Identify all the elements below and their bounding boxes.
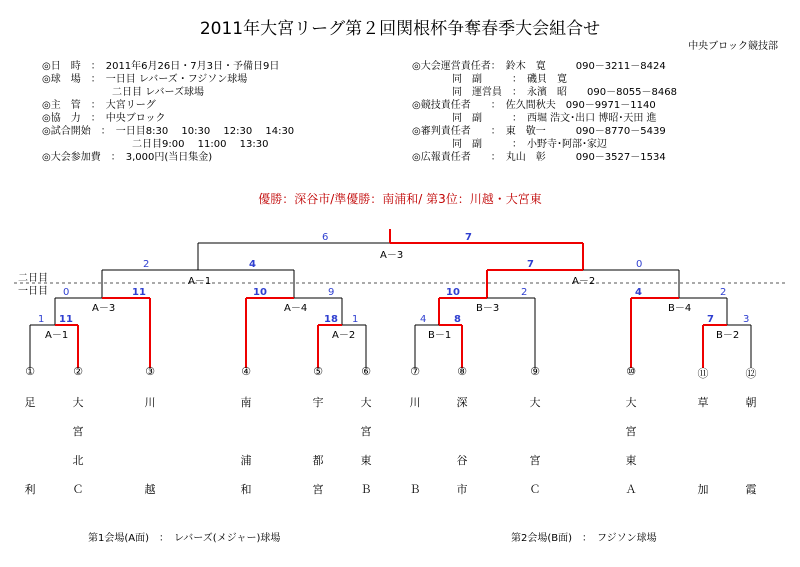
team-number: ⑫ xyxy=(745,367,757,380)
team-number: ⑨ xyxy=(530,365,540,378)
node-a3: A－3 xyxy=(92,303,116,314)
score-a1-right: 4 xyxy=(249,259,256,270)
team-11 xyxy=(697,365,709,510)
team-char: 市 xyxy=(456,483,468,496)
team-char: 和 xyxy=(240,483,252,496)
score-a1low-left: 1 xyxy=(38,314,45,325)
team-char: 霞 xyxy=(745,483,757,496)
score-b1-right: 8 xyxy=(454,314,461,325)
team-char xyxy=(529,423,541,452)
team-char: 草 xyxy=(697,396,709,409)
team-char: 東 xyxy=(625,454,637,467)
team-char: 大 xyxy=(72,396,84,409)
team-char: 加 xyxy=(697,483,709,496)
staff-line-competition-vice: 同 副 ： 西堀 浩文･出口 博昭･天田 進 xyxy=(412,113,657,124)
team-char: 川 xyxy=(409,396,421,409)
team-number: ⑤ xyxy=(313,365,323,378)
score-b2-right: 3 xyxy=(743,314,750,325)
staff-line-pr: ◎広報責任者 ： 丸山 彰 090－3527－1534 xyxy=(412,152,666,163)
team-char: 北 xyxy=(72,454,84,467)
team-char xyxy=(312,423,324,452)
score-a1-left: 2 xyxy=(143,259,150,270)
team-char: 朝 xyxy=(745,396,757,409)
score-a3-left: 0 xyxy=(63,287,70,298)
team-char: Ｂ xyxy=(409,483,421,496)
team-char: 越 xyxy=(144,483,156,496)
team-char: 大 xyxy=(625,396,637,409)
team-char: 宮 xyxy=(360,425,372,438)
team-number: ③ xyxy=(145,365,155,378)
node-b4: B－4 xyxy=(668,303,692,314)
info-line-fee: ◎大会参加費 ： 3,000円(当日集金) xyxy=(42,152,213,163)
organizer: 中央ブロック競技部 xyxy=(688,41,778,52)
team-char: 大 xyxy=(360,396,372,409)
info-line-datetime: ◎日 時 ： 2011年6月26日・7月3日・予備日9日 xyxy=(42,61,280,72)
team-char xyxy=(697,423,709,452)
team-number: ② xyxy=(73,365,83,378)
score-final-right: 7 xyxy=(465,232,472,243)
venue-b: 第2会場(B面) ： フジソン球場 xyxy=(511,533,657,544)
score-a1low-right: 11 xyxy=(59,314,73,325)
node-b3: B－3 xyxy=(476,303,500,314)
team-char xyxy=(697,452,709,481)
team-char xyxy=(24,452,36,481)
team-12 xyxy=(745,365,757,510)
result-line: 優勝：深谷市/準優勝：南浦和/ 第3位：川越・大宮東 xyxy=(258,192,542,206)
node-a1-low: A－1 xyxy=(45,330,69,341)
staff-line-umpire: ◎審判責任者 ： 東 敬一 090－8770－5439 xyxy=(412,126,666,137)
node-a2-low: A－2 xyxy=(332,330,356,341)
team-char xyxy=(409,423,421,452)
team-char: 宮 xyxy=(529,454,541,467)
score-b4-right: 2 xyxy=(720,287,727,298)
team-4 xyxy=(240,365,252,510)
info-line-field: ◎球 場 ： 一日目 レバーズ・フジソン球場 xyxy=(42,74,248,85)
page-title: 2011年大宮リーグ第２回関根杯争奪春季大会組合せ xyxy=(199,19,601,39)
node-a1: A－1 xyxy=(188,276,212,287)
team-char: 宮 xyxy=(72,425,84,438)
score-a2low-left: 18 xyxy=(324,314,338,325)
score-b4-left: 4 xyxy=(635,287,642,298)
score-a2-right: 0 xyxy=(636,259,643,270)
team-6 xyxy=(360,365,372,510)
team-char: Ａ xyxy=(625,483,637,496)
team-char xyxy=(456,423,468,452)
team-char xyxy=(24,423,36,452)
staff-line-manager: ◎大会運営責任者： 鈴木 寛 090－3211－8424 xyxy=(412,61,666,72)
score-a2-left: 7 xyxy=(527,259,534,270)
team-char xyxy=(240,423,252,452)
team-char xyxy=(144,423,156,452)
team-char xyxy=(745,452,757,481)
info-line-host: ◎主 管 ： 大宮リーグ xyxy=(42,100,156,111)
day1-label: 一日目 xyxy=(18,286,48,297)
team-number: ④ xyxy=(241,365,251,378)
team-char: 谷 xyxy=(456,454,468,467)
score-final-left: 6 xyxy=(322,232,329,243)
score-a3-right: 11 xyxy=(132,287,146,298)
score-b3-left: 10 xyxy=(446,287,460,298)
score-b1-left: 4 xyxy=(420,314,427,325)
team-10 xyxy=(625,365,637,510)
node-final: A－3 xyxy=(380,250,404,261)
team-char: 利 xyxy=(24,483,36,496)
team-number: ⑥ xyxy=(361,365,371,378)
team-1 xyxy=(24,365,36,510)
team-char xyxy=(745,423,757,452)
team-char: 足 xyxy=(24,396,36,409)
venue-a: 第1会場(A面) ： レバーズ(メジャー)球場 xyxy=(88,533,281,544)
team-number: ⑩ xyxy=(626,365,636,378)
info-line-field-day2: 二日目 レバーズ球場 xyxy=(42,87,204,98)
team-number: ① xyxy=(25,365,35,378)
team-char: Ｃ xyxy=(72,483,84,496)
staff-line-vice: 同 副 ： 磯貝 寛 xyxy=(412,74,567,85)
team-number: ⑧ xyxy=(457,365,467,378)
team-char: 深 xyxy=(456,396,468,409)
team-char: 宮 xyxy=(625,425,637,438)
team-5 xyxy=(312,365,324,510)
day2-label: 二日目 xyxy=(18,273,48,284)
score-a4-right: 9 xyxy=(328,287,335,298)
team-3 xyxy=(144,365,156,510)
team-number: ⑪ xyxy=(697,367,709,380)
info-line-start-day2: 二日目9:00 11:00 13:30 xyxy=(42,139,269,150)
node-a2: A－2 xyxy=(572,276,596,287)
node-a4: A－4 xyxy=(284,303,308,314)
staff-line-operator: 同 運営員 ： 永濱 昭 090－8055－8468 xyxy=(412,87,677,98)
team-char: 大 xyxy=(529,396,541,409)
team-8 xyxy=(456,365,468,510)
team-char: 南 xyxy=(240,396,252,409)
score-b3-right: 2 xyxy=(521,287,528,298)
team-char: 宇 xyxy=(312,396,324,409)
score-b2-left: 7 xyxy=(707,314,714,325)
info-line-start-day1: ◎試合開始 ： 一日目8:30 10:30 12:30 14:30 xyxy=(42,126,295,137)
staff-line-umpire-vice: 同 副 ： 小野寺･阿部･家辺 xyxy=(412,139,607,150)
team-char xyxy=(409,452,421,481)
team-2 xyxy=(72,365,84,510)
score-a2low-right: 1 xyxy=(352,314,359,325)
team-char: 浦 xyxy=(240,454,252,467)
node-b2: B－2 xyxy=(716,330,740,341)
team-number: ⑦ xyxy=(410,365,420,378)
team-char xyxy=(144,452,156,481)
node-b1: B－1 xyxy=(428,330,452,341)
info-line-support: ◎協 力 ： 中央ブロック xyxy=(42,113,166,124)
team-char: Ｂ xyxy=(360,483,372,496)
team-char: 宮 xyxy=(312,483,324,496)
team-char: 川 xyxy=(144,396,156,409)
team-char: Ｃ xyxy=(529,483,541,496)
team-7 xyxy=(409,365,421,510)
team-9 xyxy=(529,365,541,510)
staff-line-competition: ◎競技責任者 ： 佐久間秋夫 090－9971－1140 xyxy=(412,100,656,111)
score-a4-left: 10 xyxy=(253,287,267,298)
team-char: 東 xyxy=(360,454,372,467)
team-char: 都 xyxy=(312,454,324,467)
